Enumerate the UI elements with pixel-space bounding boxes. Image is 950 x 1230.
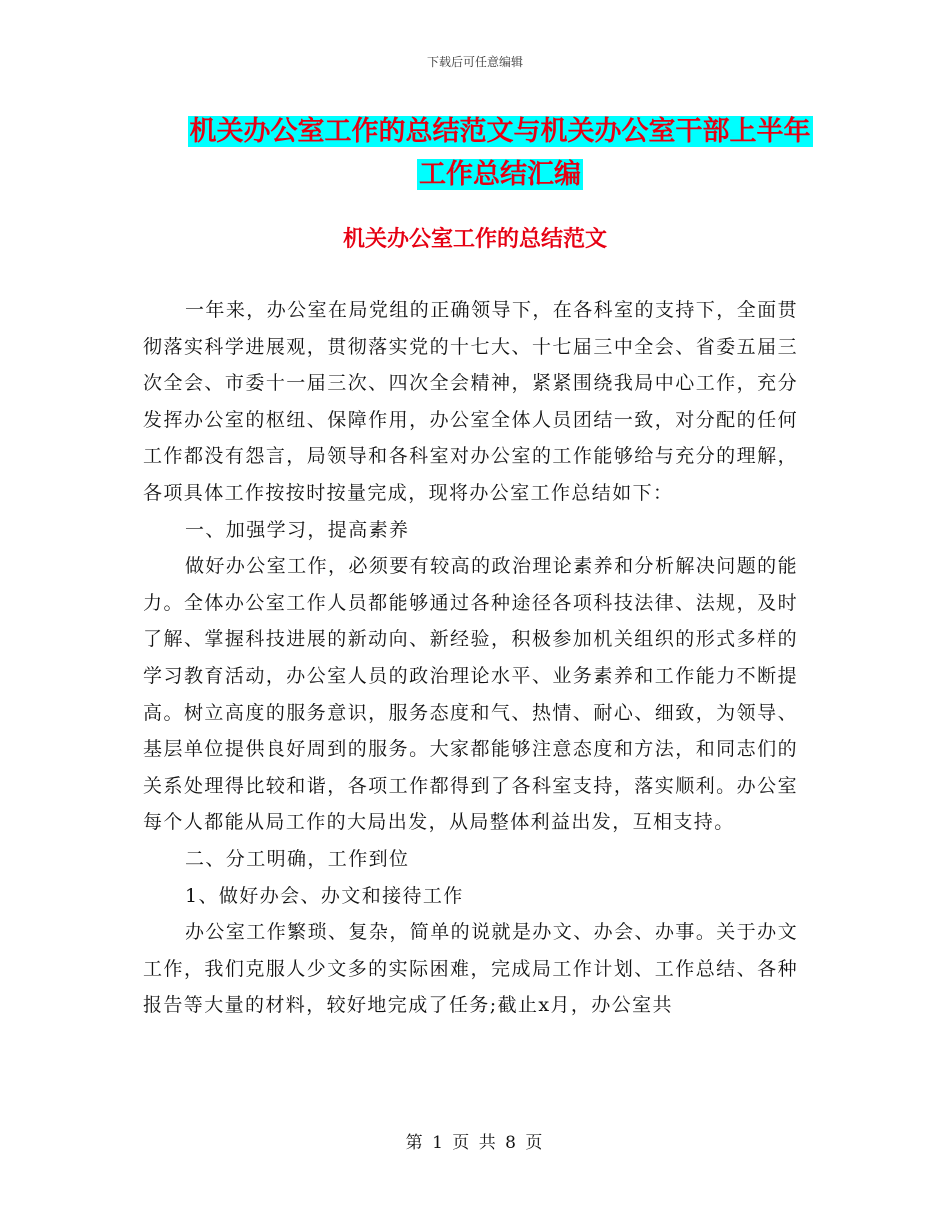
document-body xyxy=(143,292,798,1024)
section-title: 机关办公室工作的总结范文 xyxy=(342,226,607,252)
page-header-note: 下载后可任意编辑 xyxy=(426,55,523,69)
subsection-heading-meetings: 1、做好办会、办文和接待工作 xyxy=(185,884,464,907)
study-paragraph: 做好办公室工作，必须要有较高的政治理论素养和分析解决问题的能力。全体办公室工作人员都能够通过各种途径各项科技法律、法规，及时了解、掌握科技进展的新动向、新经验，积极参加机关组织的形式多样的学习教育活动，办公室人员的政治理论水平、业务素养和工作能力不断提高。树立高度的服务意识，服务态度和气、热情、耐心、细致，为领导、基层单位提供良好周到的服务。大家都能够注意态度和方法，和同志们的关系处理得比较和谐，各项工作都得到了各科室支持，落实顺利。办公室每个人都能从局工作的大局出发，从局整体利益出发，互相支持。 xyxy=(143,555,798,834)
document-title xyxy=(150,110,850,196)
document-title-line1: 机关办公室工作的总结范文与机关办公室干部上半年 xyxy=(189,116,811,147)
intro-paragraph: 一年来，办公室在局党组的正确领导下，在各科室的支持下，全面贯彻落实科学进展观，贯彻落实党的十七大、十七届三中全会、省委五届三次全会、市委十一届三次、四次全会精神，紧紧围绕我局中心工作，充分发挥办公室的枢纽、保障作用，办公室全体人员团结一致，对分配的任何工作都没有怨言，局领导和各科室对办公室的工作能够给与充分的理解，各项具体工作按按时按量完成，现将办公室工作总结如下： xyxy=(143,299,798,504)
document-title-line2: 工作总结汇编 xyxy=(419,159,581,190)
meetings-paragraph: 办公室工作繁琐、复杂，简单的说就是办文、办会、办事。关于办文工作，我们克服人少文多的实际困难，完成局工作计划、工作总结、各种报告等大量的材料，较好地完成了任务;截止x月，办公室共 xyxy=(143,921,798,1017)
section-heading-division: 二、分工明确，工作到位 xyxy=(185,847,410,870)
section-heading-study: 一、加强学习，提高素养 xyxy=(185,518,410,541)
page-number-footer: 第 1 页 共 8 页 xyxy=(405,1133,545,1153)
